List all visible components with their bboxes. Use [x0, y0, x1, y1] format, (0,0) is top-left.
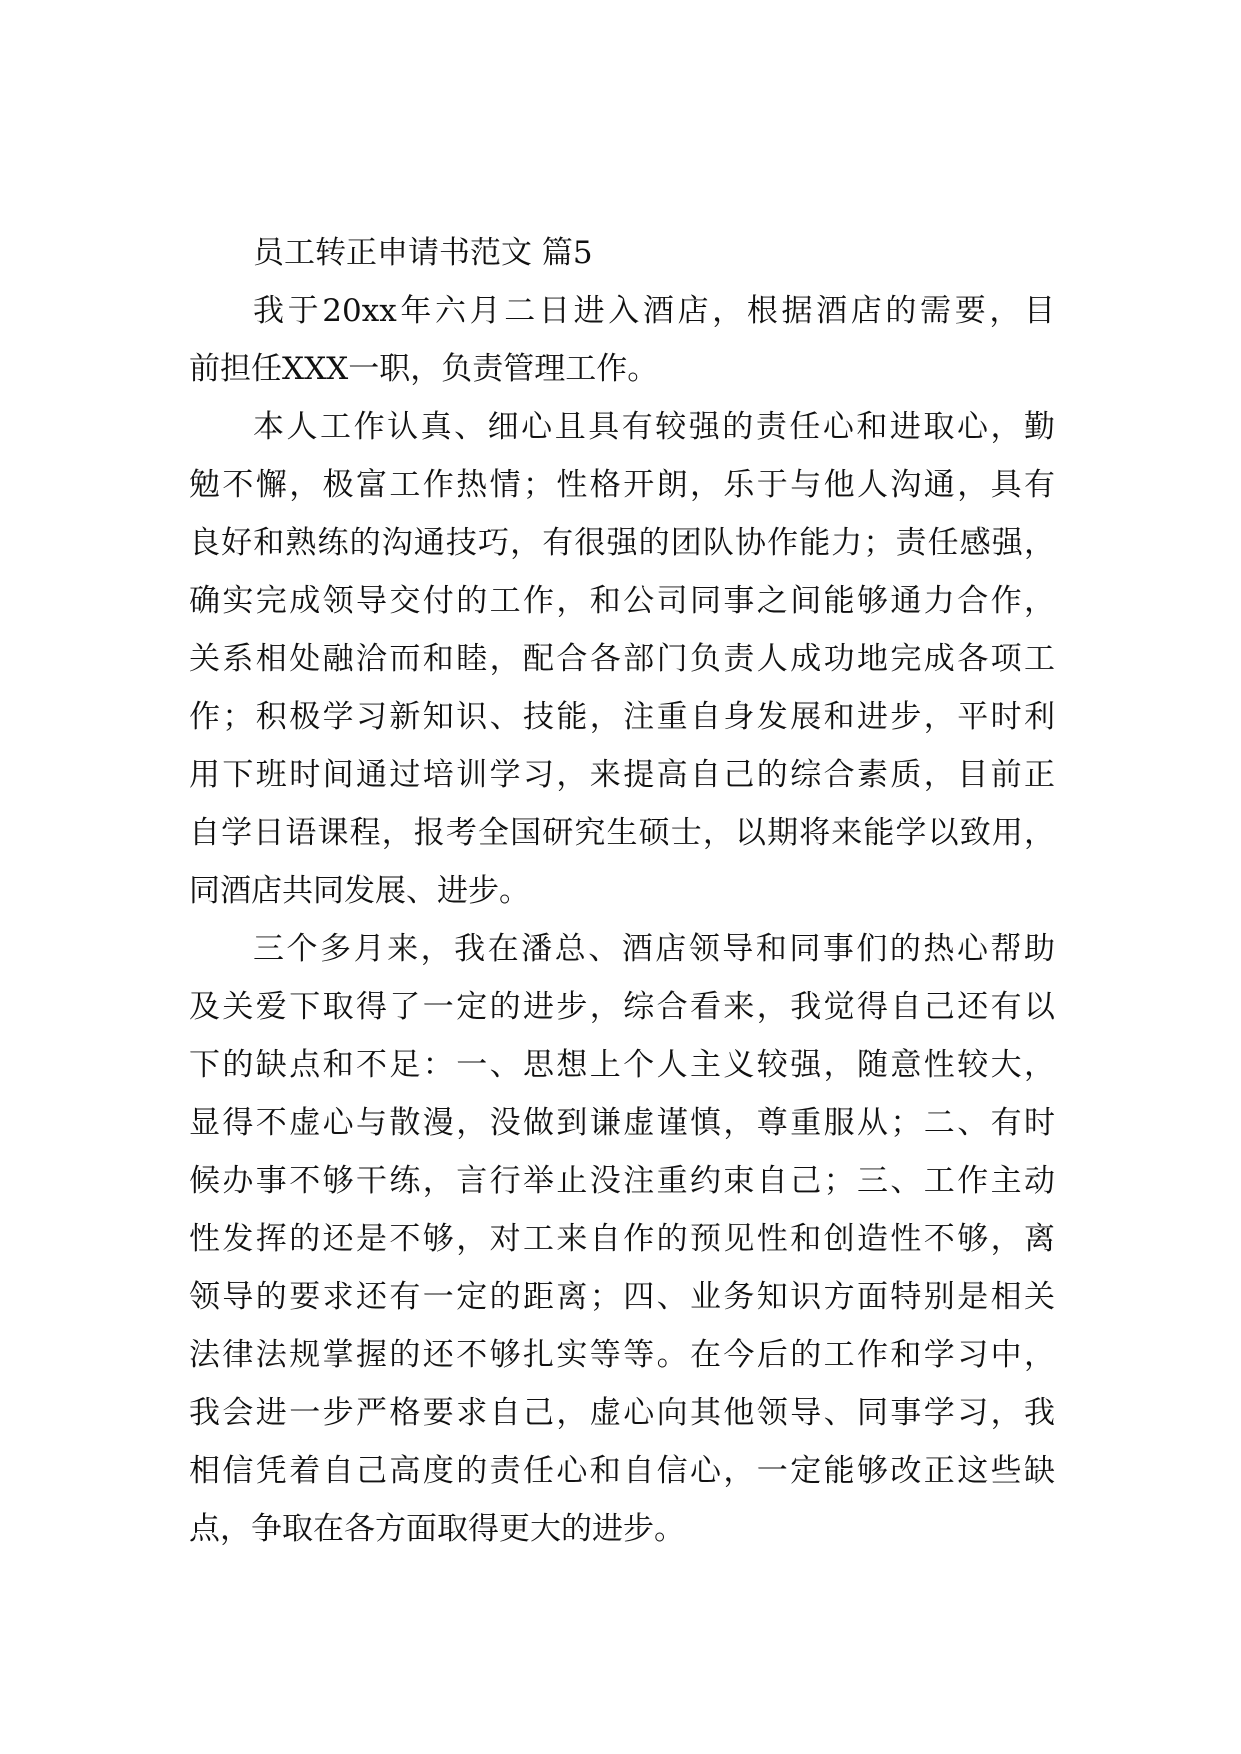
paragraph-1-line-1: 我于20xx年六月二日进入酒店，根据酒店的需要，目	[253, 293, 1055, 329]
paragraph-3-line-11: 点，争取在各方面取得更大的进步。	[189, 1511, 685, 1547]
paragraph-3-line-7: 领导的要求还有一定的距离；四、业务知识方面特别是相关	[189, 1279, 1055, 1315]
paragraph-2-line-3: 良好和熟练的沟通技巧，有很强的团队协作能力；责任感强，	[189, 525, 1055, 561]
paragraph-3-line-2: 及关爱下取得了一定的进步，综合看来，我觉得自己还有以	[189, 989, 1055, 1025]
paragraph-2-line-7: 用下班时间通过培训学习，来提高自己的综合素质，目前正	[189, 757, 1055, 793]
paragraph-2-line-8: 自学日语课程，报考全国研究生硕士，以期将来能学以致用，	[189, 815, 1055, 851]
paragraph-3-line-5: 候办事不够干练，言行举止没注重约束自己；三、工作主动	[189, 1163, 1055, 1199]
paragraph-3-line-6: 性发挥的还是不够，对工来自作的预见性和创造性不够，离	[189, 1221, 1055, 1257]
paragraph-3-line-3: 下的缺点和不足：一、思想上个人主义较强，随意性较大，	[189, 1047, 1055, 1083]
document-body	[189, 224, 1055, 1558]
document-title: 员工转正申请书范文 篇5	[253, 235, 593, 271]
paragraph-2-line-1: 本人工作认真、细心且具有较强的责任心和进取心，勤	[253, 409, 1055, 445]
paragraph-3-line-1: 三个多月来，我在潘总、酒店领导和同事们的热心帮助	[253, 931, 1055, 967]
paragraph-3-line-8: 法律法规掌握的还不够扎实等等。在今后的工作和学习中，	[189, 1337, 1055, 1373]
paragraph-3-line-4: 显得不虚心与散漫，没做到谦虚谨慎，尊重服从；二、有时	[189, 1105, 1055, 1141]
paragraph-2-line-5: 关系相处融洽而和睦，配合各部门负责人成功地完成各项工	[189, 641, 1055, 677]
paragraph-2-line-2: 勉不懈，极富工作热情；性格开朗，乐于与他人沟通，具有	[189, 467, 1055, 503]
paragraph-3-line-9: 我会进一步严格要求自己，虚心向其他领导、同事学习，我	[189, 1395, 1055, 1431]
paragraph-2-line-9: 同酒店共同发展、进步。	[189, 873, 530, 909]
paragraph-1-line-2: 前担任XXX一职，负责管理工作。	[189, 351, 659, 387]
paragraph-2-line-6: 作；积极学习新知识、技能，注重自身发展和进步，平时利	[189, 699, 1055, 735]
paragraph-2-line-4: 确实完成领导交付的工作，和公司同事之间能够通力合作，	[189, 583, 1055, 619]
paragraph-3-line-10: 相信凭着自己高度的责任心和自信心，一定能够改正这些缺	[189, 1453, 1055, 1489]
